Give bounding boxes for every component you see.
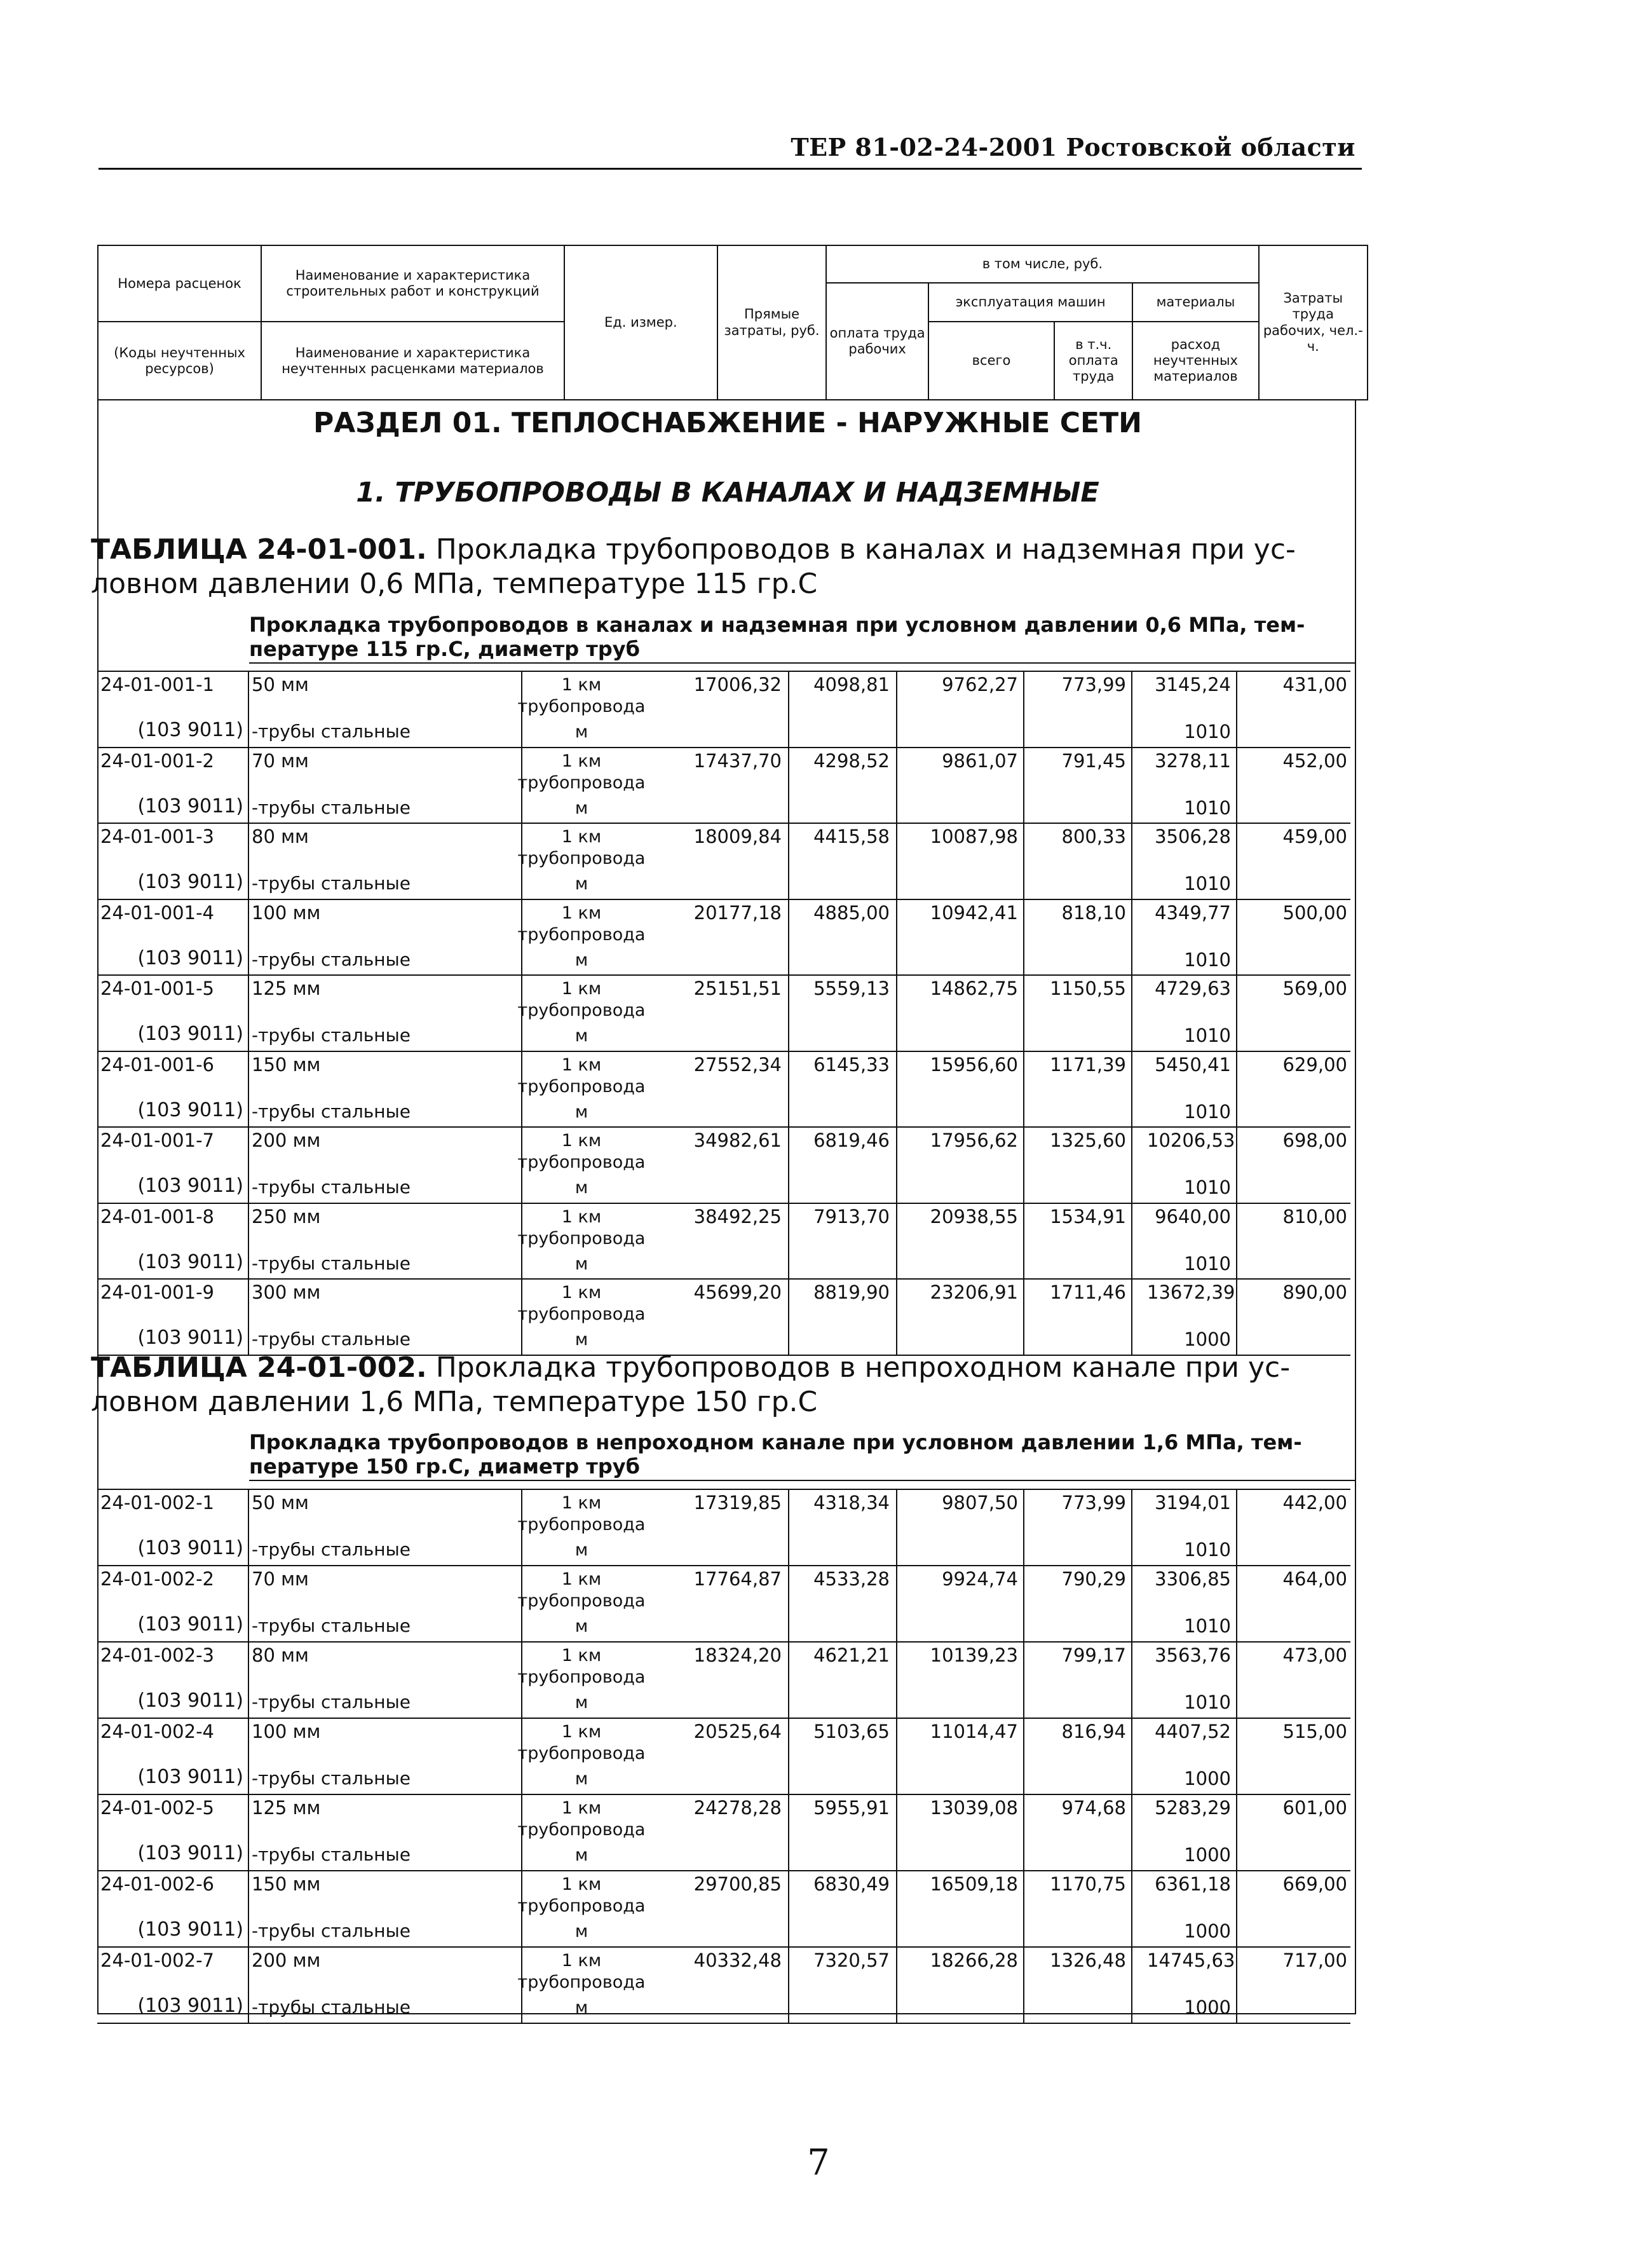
table-2-subheading-line2: пературе 150 гр.С, диаметр труб [249,1454,640,1479]
table-1-code: ТАБЛИЦА 24-01-001. [91,533,427,566]
resource-code: (103 9011) [137,1842,243,1864]
row-divider [97,1278,1350,1280]
rate-unit-line2: трубопровода [517,1228,646,1248]
column-header-table [97,245,1368,400]
labor-cost: 5559,13 [813,978,890,999]
table-1-subheading [249,613,1355,664]
rate-unit-line2: трубопровода [517,1820,646,1840]
resource-code: (103 9011) [137,795,243,817]
resource-name: -трубы стальные [252,796,411,818]
labor-cost: 6145,33 [813,1053,890,1076]
labor-cost: 6830,49 [813,1873,890,1895]
rate-unit-line2: трубопровода [517,1896,646,1916]
machine-labor-cost: 818,10 [1061,901,1126,924]
resource-quantity: 1010 [1184,1252,1231,1274]
rate-unit: 1 км [561,1283,602,1302]
rate-name: 50 мм [252,1492,309,1513]
materials-cost: 14745,63 [1147,1950,1235,1971]
machine-labor-cost: 1534,91 [1050,1205,1126,1227]
col-direct-header: Прямые затраты, руб. [717,245,826,400]
rate-unit: 1 км [561,1646,602,1665]
table-2-heading [91,1351,1336,1419]
col-materials-sub-header: расход неучтенных материалов [1132,322,1258,400]
row-divider [97,1126,1350,1128]
column-divider [1131,1489,1132,2023]
machine-cost: 9924,74 [942,1568,1018,1590]
resource-name: -трубы стальные [252,721,411,742]
materials-cost: 6361,18 [1155,1873,1231,1895]
resource-code: (103 9011) [137,1250,243,1273]
labor-hours: 717,00 [1282,1950,1347,1971]
machine-labor-cost: 799,17 [1061,1644,1126,1666]
column-divider [1023,671,1024,1355]
machine-cost: 20938,55 [930,1205,1018,1227]
rate-unit-line2: трубопровода [517,1152,646,1172]
resource-name: -трубы стальные [252,1252,411,1274]
machine-cost: 10087,98 [930,826,1018,847]
row-divider [97,1946,1350,1948]
resource-quantity: 1000 [1184,1997,1231,2018]
table-bottom-border [97,2023,1350,2024]
col-materials-header: материалы [1132,283,1258,322]
resource-code: (103 9011) [137,1995,243,2017]
resource-quantity: 1010 [1184,1615,1231,1637]
resource-code: (103 9011) [137,1327,243,1349]
labor-hours: 452,00 [1282,749,1347,772]
rate-code: 24-01-001-4 [100,901,214,924]
materials-cost: 10206,53 [1147,1130,1235,1151]
labor-cost: 4885,00 [813,901,890,924]
resource-name: -трубы стальные [252,1100,411,1122]
rate-code: 24-01-001-1 [100,674,214,695]
rate-code: 24-01-002-1 [100,1492,214,1513]
labor-hours: 431,00 [1282,674,1347,695]
resource-unit: м [574,1769,588,1789]
row-divider [97,1051,1350,1052]
rate-name: 70 мм [252,749,309,772]
resource-name: -трубы стальные [252,873,411,894]
resource-code: (103 9011) [137,871,243,893]
machine-cost: 9762,27 [942,674,1018,695]
labor-hours: 473,00 [1282,1644,1347,1666]
direct-cost: 38492,25 [693,1205,782,1227]
resource-code: (103 9011) [137,1918,243,1941]
labor-cost: 7320,57 [813,1950,890,1971]
labor-cost: 5103,65 [813,1721,890,1742]
machine-cost: 13039,08 [930,1797,1018,1819]
rate-unit: 1 км [561,1493,602,1513]
materials-cost: 4729,63 [1155,978,1231,999]
table-2-heading-line2: ловном давлении 1,6 МПа, температуре 150 гр.С [91,1386,818,1418]
resource-code: (103 9011) [137,1690,243,1712]
resource-name: -трубы стальные [252,1768,411,1789]
rate-unit-line2: трубопровода [517,1591,646,1611]
rate-unit: 1 км [561,1206,602,1227]
labor-hours: 669,00 [1282,1873,1347,1895]
col-code-sub-header: (Коды неучтенных ресурсов) [98,322,261,400]
rate-code: 24-01-001-8 [100,1205,214,1227]
resource-name: -трубы стальные [252,1844,411,1865]
machine-cost: 23206,91 [930,1281,1018,1303]
rate-unit: 1 км [561,903,602,923]
rate-name: 125 мм [252,978,321,999]
column-divider [896,1489,897,2023]
resource-unit: м [574,1178,588,1198]
row-divider [97,1565,1350,1566]
machine-cost: 15956,60 [930,1053,1018,1076]
machine-labor-cost: 1325,60 [1050,1130,1126,1151]
resource-unit: м [574,1102,588,1122]
resource-quantity: 1010 [1184,1539,1231,1561]
machine-cost: 10139,23 [930,1644,1018,1666]
resource-quantity: 1010 [1184,1177,1231,1198]
column-divider [1131,671,1132,1355]
resource-code: (103 9011) [137,1537,243,1559]
col-name-sub-header: Наименование и характеристика неучтенных расценками материалов [261,322,564,400]
rate-unit-line2: трубопровода [517,772,646,793]
rate-unit-line2: трубопровода [517,1744,646,1763]
resource-name: -трубы стальные [252,1920,411,1941]
rate-name: 100 мм [252,901,321,924]
machine-labor-cost: 816,94 [1061,1721,1126,1742]
rate-name: 125 мм [252,1797,321,1819]
materials-cost: 3306,85 [1155,1568,1231,1590]
col-hours-header: Затраты труда рабочих, чел.-ч. [1259,245,1368,400]
rate-name: 250 мм [252,1205,321,1227]
rate-unit: 1 км [561,751,602,771]
resource-name: -трубы стальные [252,1177,411,1198]
resource-code: (103 9011) [137,1175,243,1197]
labor-hours: 515,00 [1282,1721,1347,1742]
document-code: ТЕР 81-02-24-2001 Ростовской области [791,133,1355,161]
col-unit-header: Ед. измер. [564,245,717,400]
row-divider [97,1641,1350,1643]
machine-labor-cost: 1171,39 [1050,1053,1126,1076]
rate-code: 24-01-002-5 [100,1797,214,1819]
rate-code: 24-01-002-6 [100,1873,214,1895]
col-labor-header: оплата труда рабочих [826,283,928,400]
rate-unit-line2: трубопровода [517,697,646,716]
machine-cost: 9807,50 [942,1492,1018,1513]
rate-name: 80 мм [252,1644,309,1666]
machine-labor-cost: 800,33 [1061,826,1126,847]
machine-labor-cost: 773,99 [1061,674,1126,695]
rate-unit: 1 км [561,1569,602,1589]
labor-hours: 810,00 [1282,1205,1347,1227]
resource-name: -трубы стальные [252,1329,411,1349]
rate-unit: 1 км [561,1951,602,1971]
materials-cost: 3145,24 [1155,674,1231,695]
direct-cost: 17319,85 [693,1492,782,1513]
resource-quantity: 1010 [1184,873,1231,894]
column-divider [248,1489,249,2023]
resource-code: (103 9011) [137,1098,243,1121]
table-top-border [97,1489,1350,1490]
rate-unit: 1 км [561,1722,602,1742]
machine-labor-cost: 790,29 [1061,1568,1126,1590]
materials-cost: 3194,01 [1155,1492,1231,1513]
machine-labor-cost: 1150,55 [1050,978,1126,999]
materials-cost: 5283,29 [1155,1797,1231,1819]
rate-code: 24-01-001-7 [100,1130,214,1151]
table-top-border [97,671,1350,672]
direct-cost: 18009,84 [693,826,782,847]
direct-cost: 27552,34 [693,1053,782,1076]
direct-cost: 18324,20 [693,1644,782,1666]
labor-hours: 629,00 [1282,1053,1347,1076]
resource-quantity: 1010 [1184,1025,1231,1046]
rate-name: 300 мм [252,1281,321,1303]
row-divider [97,899,1350,900]
direct-cost: 25151,51 [693,978,782,999]
resource-name: -трубы стальные [252,1615,411,1636]
table-1-heading [91,533,1336,601]
labor-hours: 459,00 [1282,826,1347,847]
column-divider [1236,1489,1237,2023]
resource-code: (103 9011) [137,946,243,969]
materials-cost: 13672,39 [1147,1281,1235,1303]
col-name-header: Наименование и характеристика строительных работ и конструкций [261,245,564,322]
rate-name: 200 мм [252,1950,321,1971]
labor-cost: 4318,34 [813,1492,890,1513]
machine-labor-cost: 974,68 [1061,1797,1126,1819]
labor-cost: 4621,21 [813,1644,890,1666]
materials-cost: 4349,77 [1155,901,1231,924]
labor-hours: 601,00 [1282,1797,1347,1819]
labor-cost: 4298,52 [813,749,890,772]
rate-code: 24-01-001-3 [100,826,214,847]
resource-name: -трубы стальные [252,1997,411,2018]
machine-labor-cost: 1170,75 [1050,1873,1126,1895]
labor-hours: 698,00 [1282,1130,1347,1151]
direct-cost: 34982,61 [693,1130,782,1151]
resource-code: (103 9011) [137,1023,243,1045]
rate-unit: 1 км [561,675,602,695]
rate-unit: 1 км [561,1875,602,1894]
rate-code: 24-01-002-4 [100,1721,214,1742]
col-machines-labor-header: в т.ч. оплата труда [1054,322,1132,400]
rate-unit: 1 км [561,827,602,847]
resource-quantity: 1000 [1184,1920,1231,1942]
materials-cost: 4407,52 [1155,1721,1231,1742]
machine-cost: 11014,47 [930,1721,1018,1742]
table-1-title-part: Прокладка трубопроводов в каналах и надземная при ус- [435,533,1296,566]
resource-unit: м [574,1330,588,1349]
resource-unit: м [574,798,588,818]
rate-code: 24-01-001-6 [100,1053,214,1076]
table-2-code: ТАБЛИЦА 24-01-002. [91,1351,427,1384]
row-divider [97,1718,1350,1719]
resource-quantity: 1010 [1184,721,1231,742]
resource-name: -трубы стальные [252,948,411,970]
document-header [98,130,1362,170]
table-1-heading-line2: ловном давлении 0,6 МПа, температуре 115 гр.С [91,568,818,600]
direct-cost: 17437,70 [693,749,782,772]
machine-labor-cost: 791,45 [1061,749,1126,772]
machine-labor-cost: 773,99 [1061,1492,1126,1513]
labor-hours: 569,00 [1282,978,1347,999]
row-divider [97,1203,1350,1204]
resource-unit: м [574,1845,588,1865]
table-2-subheading [249,1430,1355,1481]
resource-quantity: 1010 [1184,796,1231,819]
resource-unit: м [574,1254,588,1274]
direct-cost: 40332,48 [693,1950,782,1971]
materials-cost: 3563,76 [1155,1644,1231,1666]
resource-quantity: 1010 [1184,948,1231,971]
column-divider [788,671,789,1355]
resource-quantity: 1000 [1184,1329,1231,1350]
labor-cost: 6819,46 [813,1130,890,1151]
rate-unit: 1 км [561,1131,602,1151]
machine-cost: 17956,62 [930,1130,1018,1151]
labor-cost: 4098,81 [813,674,890,695]
row-divider [97,823,1350,824]
resource-name: -трубы стальные [252,1025,411,1046]
rate-unit-line2: трубопровода [517,924,646,945]
labor-hours: 464,00 [1282,1568,1347,1590]
labor-cost: 8819,90 [813,1281,890,1303]
row-divider [97,747,1350,748]
row-divider [97,1870,1350,1871]
rate-unit: 1 км [561,1798,602,1818]
rate-name: 80 мм [252,826,309,847]
rate-code: 24-01-002-2 [100,1568,214,1590]
rate-unit-line2: трубопровода [517,1076,646,1096]
labor-cost: 7913,70 [813,1205,890,1227]
materials-cost: 5450,41 [1155,1053,1231,1076]
labor-cost: 5955,91 [813,1797,890,1819]
machine-cost: 14862,75 [930,978,1018,999]
labor-hours: 442,00 [1282,1492,1347,1513]
table-2-heading-line1 [91,1351,1336,1385]
machine-labor-cost: 1711,46 [1050,1281,1126,1303]
table-2-title-part: Прокладка трубопроводов в непроходном канале при ус- [435,1351,1291,1384]
rate-name: 150 мм [252,1873,321,1895]
rate-unit: 1 км [561,979,602,999]
section-title: РАЗДЕЛ 01. ТЕПЛОСНАБЖЕНИЕ - НАРУЖНЫЕ СЕТИ [313,407,1142,439]
rate-name: 70 мм [252,1568,309,1590]
rate-unit-line2: трубопровода [517,1001,646,1020]
resource-name: -трубы стальные [252,1691,411,1712]
rate-code: 24-01-001-2 [100,749,214,772]
table-bottom-border [97,1355,1350,1356]
rate-unit-line2: трубопровода [517,1304,646,1324]
column-divider [1023,1489,1024,2023]
resource-unit: м [574,1693,588,1712]
column-divider [896,671,897,1355]
rate-code: 24-01-001-9 [100,1281,214,1303]
rate-name: 200 мм [252,1130,321,1151]
machine-labor-cost: 1326,48 [1050,1950,1126,1971]
resource-quantity: 1000 [1184,1768,1231,1789]
machine-cost: 18266,28 [930,1950,1018,1971]
rate-unit: 1 км [561,1055,602,1075]
labor-cost: 4415,58 [813,826,890,847]
rate-code: 24-01-002-3 [100,1644,214,1666]
col-machines-header: эксплуатация машин [928,283,1132,322]
materials-cost: 3278,11 [1155,749,1231,772]
direct-cost: 20525,64 [693,1721,782,1742]
resource-quantity: 1010 [1184,1100,1231,1123]
resource-unit: м [574,874,588,894]
table-2-subheading-line1: Прокладка трубопроводов в непроходном канале при условном давлении 1,6 МПа, тем- [249,1430,1302,1454]
resource-unit: м [574,1026,588,1046]
resource-code: (103 9011) [137,1766,243,1788]
materials-cost: 3506,28 [1155,826,1231,847]
direct-cost: 17764,87 [693,1568,782,1590]
table-1-subheading-line1: Прокладка трубопроводов в каналах и надземная при условном давлении 0,6 МПа, тем- [249,613,1305,637]
direct-cost: 17006,32 [693,674,782,695]
resource-name: -трубы стальные [252,1539,411,1560]
row-divider [97,1794,1350,1795]
table-1-subheading-line2: пературе 115 гр.С, диаметр труб [249,637,640,661]
direct-cost: 24278,28 [693,1797,782,1819]
machine-cost: 9861,07 [942,749,1018,772]
row-divider [97,974,1350,976]
rate-unit-line2: трубопровода [517,1515,646,1534]
subsection-title: 1. ТРУБОПРОВОДЫ В КАНАЛАХ И НАДЗЕМНЫЕ [356,477,1099,509]
rate-code: 24-01-001-5 [100,978,214,999]
resource-quantity: 1000 [1184,1844,1231,1866]
rate-name: 150 мм [252,1053,321,1076]
col-code-header: Номера расценок [98,245,261,322]
page-number: 7 [807,2142,830,2183]
labor-hours: 500,00 [1282,901,1347,924]
rate-unit-line2: трубопровода [517,849,646,868]
direct-cost: 45699,20 [693,1281,782,1303]
column-divider [1236,671,1237,1355]
table-1-heading-line1 [91,533,1336,567]
resource-unit: м [574,722,588,742]
labor-hours: 890,00 [1282,1281,1347,1303]
col-incl-header: в том числе, руб. [826,245,1258,283]
rate-name: 50 мм [252,674,309,695]
direct-cost: 29700,85 [693,1873,782,1895]
resource-quantity: 1010 [1184,1691,1231,1713]
column-divider [248,671,249,1355]
resource-unit: м [574,1922,588,1941]
resource-code: (103 9011) [137,719,243,741]
machine-cost: 16509,18 [930,1873,1018,1895]
rate-name: 100 мм [252,1721,321,1742]
labor-cost: 4533,28 [813,1568,890,1590]
resource-code: (103 9011) [137,1613,243,1636]
materials-cost: 9640,00 [1155,1205,1231,1227]
resource-unit: м [574,1998,588,2018]
rate-unit-line2: трубопровода [517,1972,646,1992]
col-machines-total-header: всего [928,322,1054,400]
resource-unit: м [574,1616,588,1636]
direct-cost: 20177,18 [693,901,782,924]
resource-unit: м [574,950,588,970]
machine-cost: 10942,41 [930,901,1018,924]
resource-unit: м [574,1540,588,1560]
rate-unit-line2: трубопровода [517,1667,646,1687]
rate-code: 24-01-002-7 [100,1950,214,1971]
